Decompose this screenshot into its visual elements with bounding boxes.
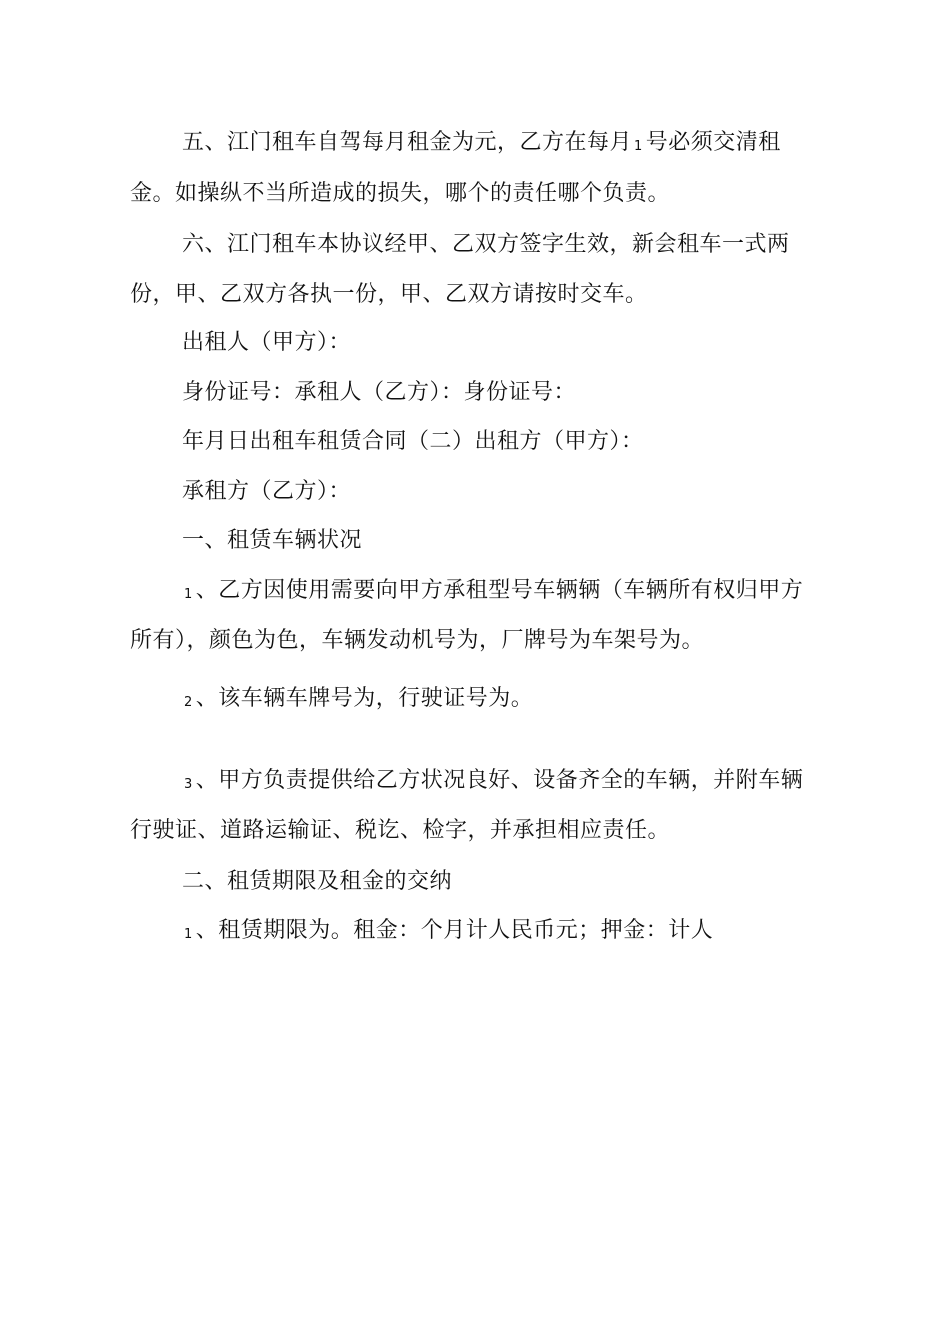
section-1-item-1-line-1 xyxy=(182,576,803,609)
section-1-item-3-line-2: 行驶证、道路运输证、税讫、检字，并承担相应责任。 xyxy=(130,818,671,843)
section-1-item-3-text: 、甲方负责提供给乙方状况良好、设备齐全的车辆，并附车辆 xyxy=(195,768,804,793)
section-1-item-2-text: 、该车辆车牌号为，行驶证号为。 xyxy=(195,686,534,711)
section-2-item-1-number: 1 xyxy=(184,927,193,942)
contract-title-line: 年月日出租车租赁合同（二）出租方（甲方）： xyxy=(182,429,644,454)
paragraph-6-line-1: 六、江门租车本协议经甲、乙双方签字生效，新会租车一式两 xyxy=(182,232,790,257)
paragraph-5-line-1 xyxy=(182,128,781,161)
paragraph-5-number: 1 xyxy=(634,139,643,154)
section-2-item-1-text: 、租赁期限为。租金：个月计人民币元；押金：计人 xyxy=(195,918,714,943)
paragraph-5-line-2: 金。如操纵不当所造成的损失，哪个的责任哪个负责。 xyxy=(130,181,671,206)
section-1-item-3-number: 3 xyxy=(184,777,193,792)
section-1-item-3-line-1 xyxy=(182,766,803,799)
section-1-item-1-text: 、乙方因使用需要向甲方承租型号车辆辆（车辆所有权归甲方 xyxy=(195,578,804,603)
section-1-item-1-number: 1 xyxy=(184,587,193,602)
paragraph-6-line-2: 份，甲、乙双方各执一份，甲、乙双方请按时交车。 xyxy=(130,282,648,307)
section-1-item-1-line-2: 所有），颜色为色，车辆发动机号为，厂牌号为车架号为。 xyxy=(130,628,705,653)
section-2-item-1 xyxy=(182,916,713,949)
id-number-line: 身份证号：承租人（乙方）：身份证号： xyxy=(182,380,577,405)
section-1-item-2 xyxy=(182,684,533,717)
paragraph-5-text-b: 号必须交清租 xyxy=(645,130,781,155)
section-2-heading: 二、租赁期限及租金的交纳 xyxy=(182,869,453,894)
section-1-item-2-number: 2 xyxy=(184,695,193,710)
lessee-label: 承租方（乙方）： xyxy=(182,479,352,504)
lessor-label: 出租人（甲方）： xyxy=(182,330,352,355)
section-1-heading: 一、租赁车辆状况 xyxy=(182,528,363,553)
paragraph-5-text-a: 五、江门租车自驾每月租金为元，乙方在每月 xyxy=(182,130,633,155)
